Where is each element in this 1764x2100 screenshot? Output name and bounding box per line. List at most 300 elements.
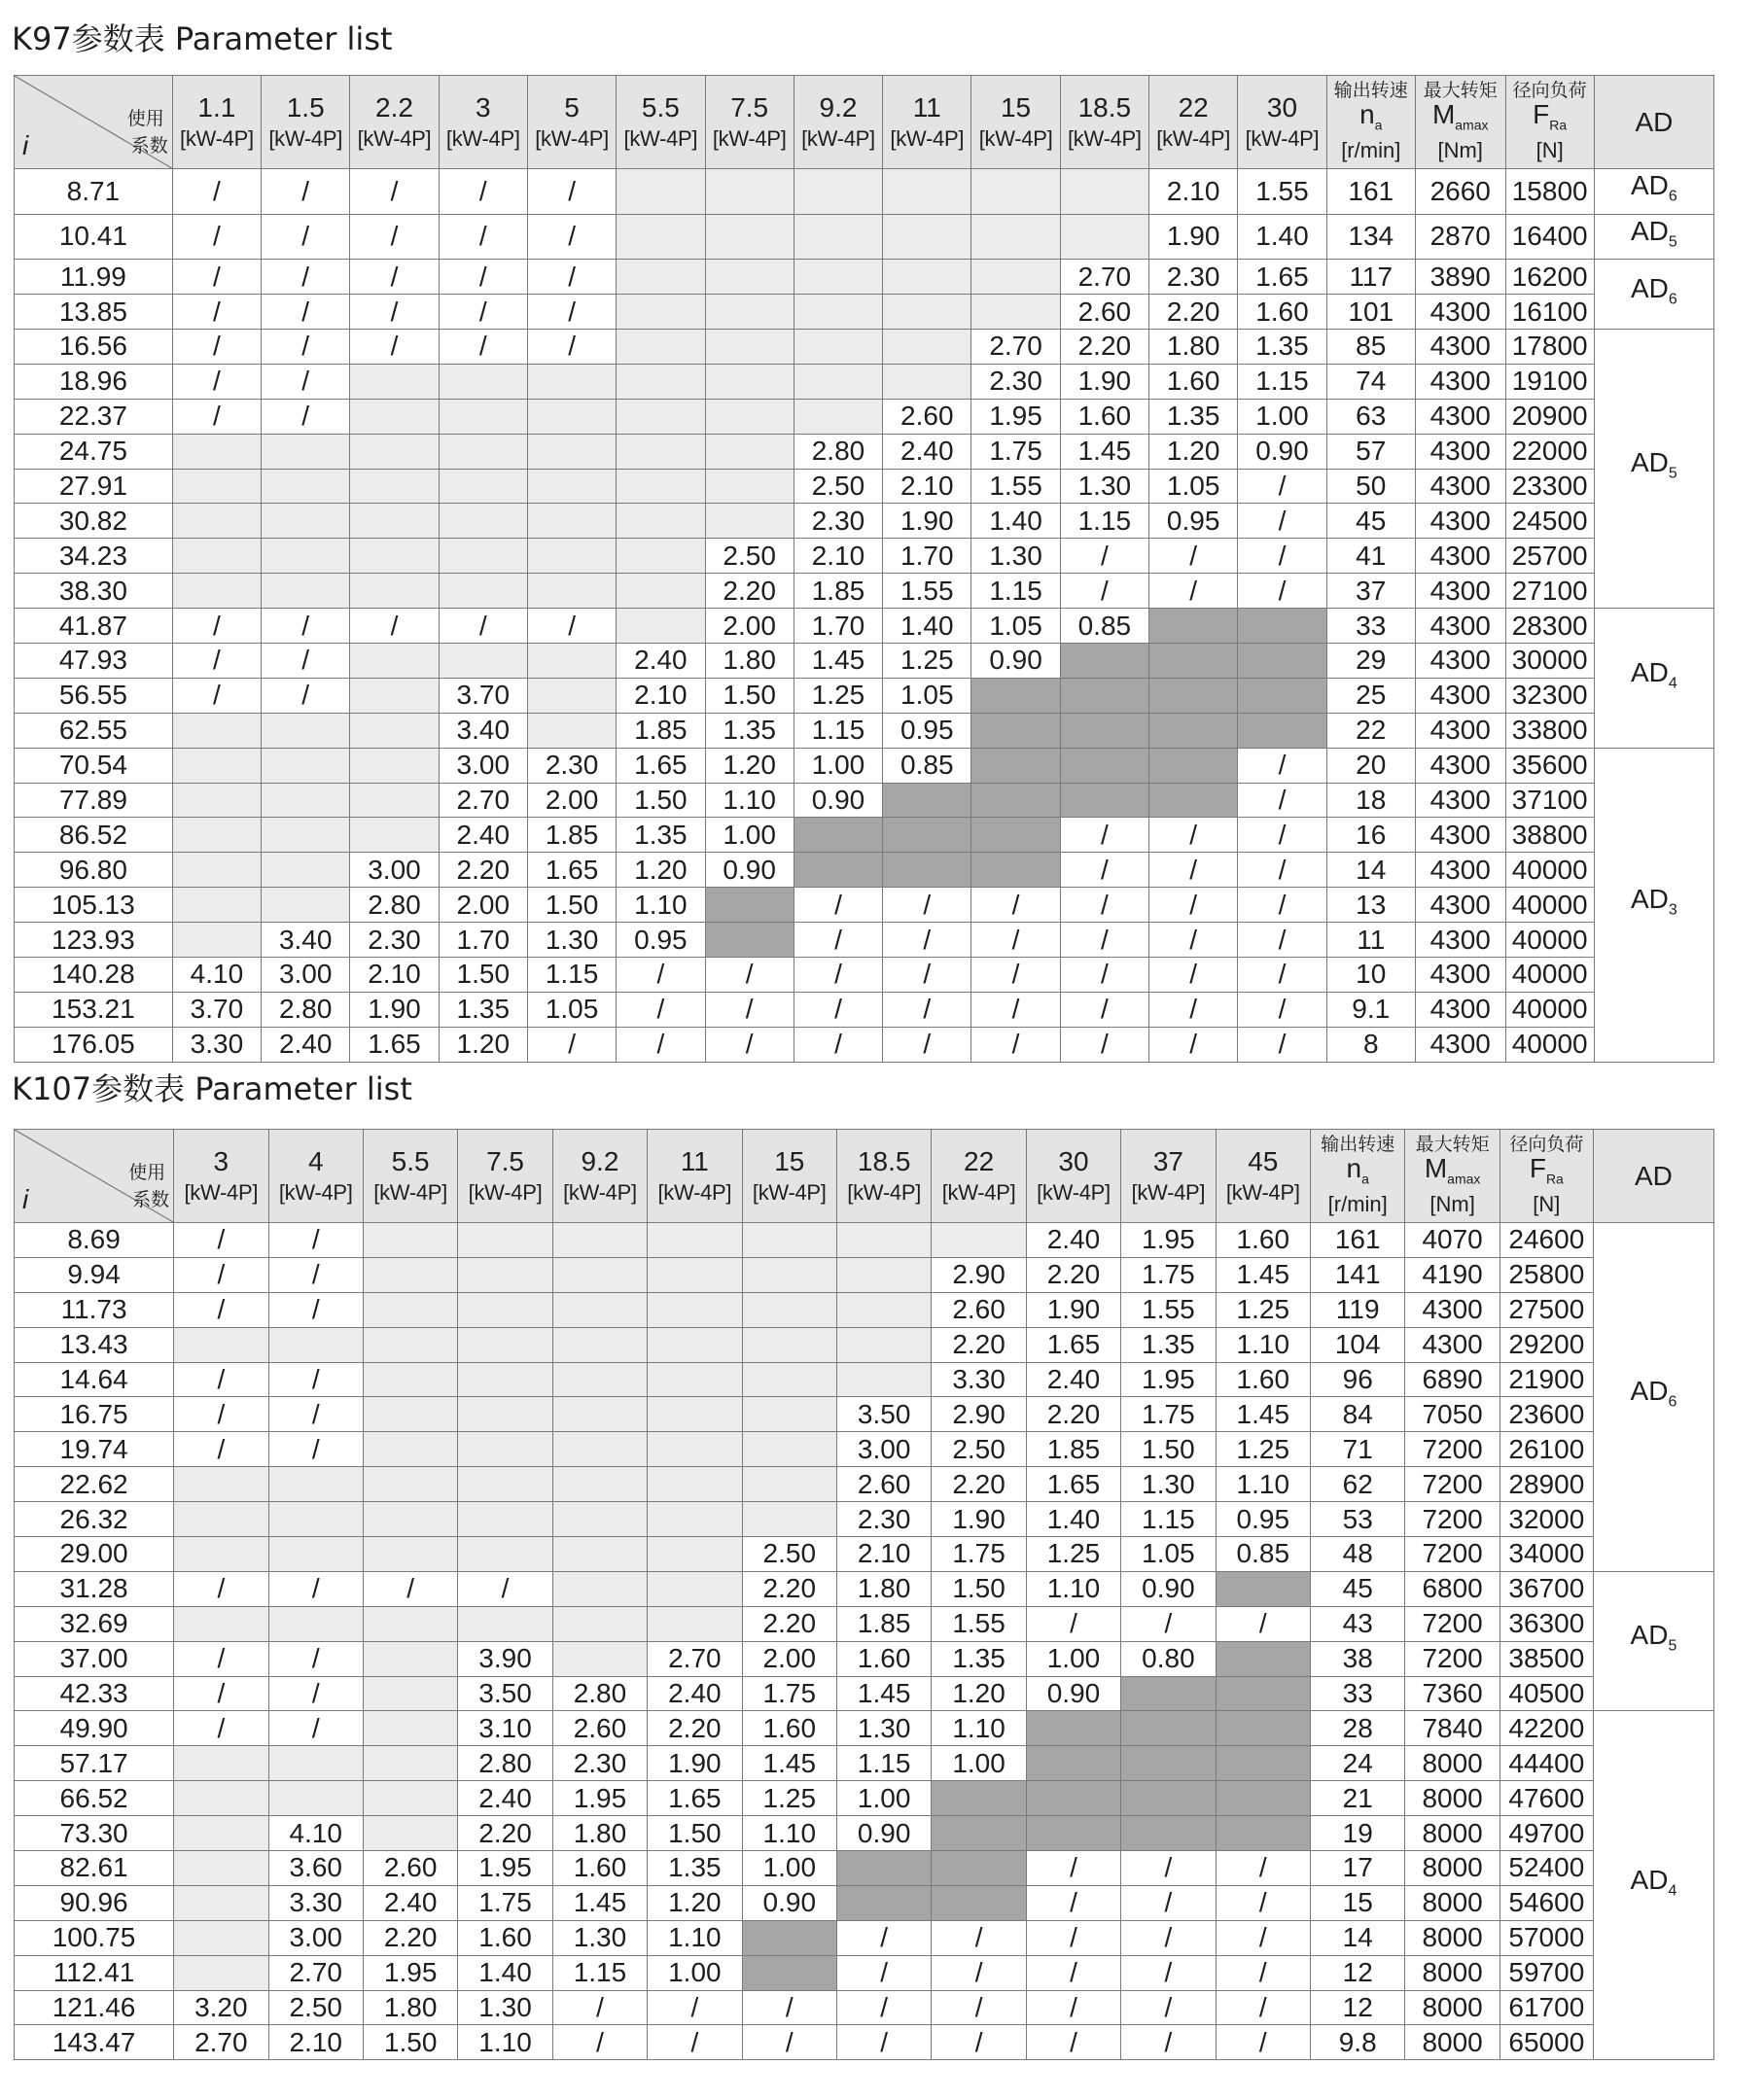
service-factor-cell: / xyxy=(172,399,261,434)
power-unit: [kW-4P] xyxy=(1245,125,1320,151)
table-row xyxy=(15,1571,1714,1606)
service-factor-cell: 1.00 xyxy=(932,1746,1026,1781)
service-factor-cell: / xyxy=(458,1571,552,1606)
empty-cell xyxy=(458,1327,552,1362)
service-factor-cell: 1.80 xyxy=(836,1571,931,1606)
max-torque-cell: 8000 xyxy=(1405,1990,1499,2025)
service-factor-cell: 0.85 xyxy=(883,748,971,783)
service-factor-cell: 1.45 xyxy=(1216,1257,1310,1292)
output-speed-cell: 20 xyxy=(1326,748,1415,783)
ratio-cell: 123.93 xyxy=(15,923,173,958)
service-factor-cell: / xyxy=(705,1027,794,1062)
service-factor-cell: 1.35 xyxy=(1121,1327,1216,1362)
service-factor-cell: / xyxy=(268,1711,363,1746)
empty-cell xyxy=(262,469,350,504)
unavailable-cell xyxy=(1149,783,1238,818)
output-speed-cell: 45 xyxy=(1311,1571,1405,1606)
empty-cell xyxy=(268,1467,363,1502)
empty-cell xyxy=(552,1362,647,1397)
ratio-cell: 41.87 xyxy=(15,609,173,644)
unavailable-cell xyxy=(971,853,1060,888)
service-factor-cell: / xyxy=(1216,1885,1310,1920)
power-value: 3 xyxy=(213,1145,229,1176)
max-torque-cell: 4190 xyxy=(1405,1257,1499,1292)
empty-cell xyxy=(836,1257,931,1292)
output-speed-cell: 134 xyxy=(1326,214,1415,260)
empty-cell xyxy=(648,1537,742,1572)
service-factor-cell: / xyxy=(527,169,616,215)
table-row xyxy=(15,1027,1714,1062)
service-factor-cell: 1.10 xyxy=(742,1816,836,1851)
service-factor-cell: 2.00 xyxy=(742,1641,836,1676)
max-torque-cell: 4300 xyxy=(1415,399,1505,434)
empty-cell xyxy=(705,364,794,399)
empty-cell xyxy=(883,260,971,295)
service-factor-cell: / xyxy=(527,214,616,260)
empty-cell xyxy=(705,469,794,504)
empty-cell xyxy=(552,1606,647,1641)
empty-cell xyxy=(836,1292,931,1327)
service-factor-cell: 0.90 xyxy=(1238,434,1326,469)
power-value: 9.2 xyxy=(819,91,858,122)
empty-cell xyxy=(262,818,350,853)
service-factor-cell: 1.90 xyxy=(1149,214,1238,260)
service-factor-cell: 3.70 xyxy=(172,992,261,1027)
service-factor-cell: 0.95 xyxy=(1149,504,1238,539)
service-factor-cell: 3.00 xyxy=(350,853,439,888)
service-factor-cell: / xyxy=(883,992,971,1027)
unavailable-cell xyxy=(883,853,971,888)
service-factor-cell: 3.90 xyxy=(458,1641,552,1676)
service-factor-cell: / xyxy=(1060,853,1148,888)
power-unit: [kW-4P] xyxy=(535,125,609,151)
service-factor-cell: / xyxy=(971,958,1060,993)
service-factor-cell: / xyxy=(1121,1851,1216,1886)
radial-load-header-symbol-letter: F xyxy=(1533,99,1550,130)
unavailable-cell xyxy=(1149,609,1238,644)
service-factor-cell: 1.35 xyxy=(617,818,705,853)
k107-parameter-table xyxy=(14,1129,1714,2060)
service-factor-cell: / xyxy=(363,1571,457,1606)
power-unit: [kW-4P] xyxy=(941,1179,1016,1205)
radial-load-cell: 38800 xyxy=(1505,818,1594,853)
radial-load-cell: 35600 xyxy=(1505,748,1594,783)
header-corner-cell xyxy=(15,1130,174,1223)
service-factor-cell: / xyxy=(971,1027,1060,1062)
service-factor-cell: 0.90 xyxy=(1121,1571,1216,1606)
radial-load-cell: 40000 xyxy=(1505,923,1594,958)
table-row xyxy=(15,1955,1714,1990)
service-factor-cell: / xyxy=(172,609,261,644)
empty-cell xyxy=(617,539,705,574)
max-torque-cell: 7050 xyxy=(1405,1397,1499,1432)
service-factor-cell: 2.80 xyxy=(552,1676,647,1711)
ad-group-cell xyxy=(1594,609,1713,749)
max-torque-cell: 4300 xyxy=(1415,539,1505,574)
radial-load-cell: 65000 xyxy=(1499,2025,1593,2060)
service-factor-cell: 0.90 xyxy=(1026,1676,1120,1711)
empty-cell xyxy=(458,1502,552,1537)
empty-cell xyxy=(742,1223,836,1258)
service-factor-cell: 1.10 xyxy=(1216,1467,1310,1502)
unavailable-cell xyxy=(742,1920,836,1955)
max-torque-header xyxy=(1415,76,1505,169)
output-speed-cell: 8 xyxy=(1326,1027,1415,1062)
radial-load-header-unit: [N] xyxy=(1535,137,1564,162)
service-factor-cell: / xyxy=(268,1397,363,1432)
radial-load-cell: 28900 xyxy=(1499,1467,1593,1502)
empty-cell xyxy=(705,260,794,295)
k97-table-body xyxy=(15,169,1714,1063)
max-torque-cell: 7200 xyxy=(1405,1641,1499,1676)
output-speed-cell: 17 xyxy=(1311,1851,1405,1886)
table-row xyxy=(15,1537,1714,1572)
output-speed-cell: 28 xyxy=(1311,1711,1405,1746)
output-speed-cell: 9.1 xyxy=(1326,992,1415,1027)
service-factor-cell: 1.20 xyxy=(648,1885,742,1920)
power-unit: [kW-4P] xyxy=(1131,1179,1206,1205)
empty-cell xyxy=(742,1327,836,1362)
service-factor-cell: / xyxy=(172,364,261,399)
empty-cell xyxy=(363,1432,457,1467)
output-speed-cell: 119 xyxy=(1311,1292,1405,1327)
empty-cell xyxy=(172,574,261,609)
ratio-cell: 29.00 xyxy=(15,1537,174,1572)
service-factor-cell: / xyxy=(1238,853,1326,888)
table-row xyxy=(15,783,1714,818)
radial-load-cell: 61700 xyxy=(1499,1990,1593,2025)
empty-cell xyxy=(174,1920,268,1955)
max-torque-cell: 4300 xyxy=(1415,643,1505,678)
max-torque-cell: 7200 xyxy=(1405,1432,1499,1467)
empty-cell xyxy=(439,504,527,539)
service-factor-cell: 2.30 xyxy=(836,1502,931,1537)
service-factor-cell: 0.90 xyxy=(794,783,882,818)
unavailable-cell xyxy=(1216,1571,1310,1606)
max-torque-cell: 8000 xyxy=(1405,1851,1499,1886)
k97-table-title: K97参数表 Parameter list xyxy=(12,20,393,57)
output-speed-cell: 104 xyxy=(1311,1327,1405,1362)
empty-cell xyxy=(552,1641,647,1676)
header-power-cell xyxy=(1060,76,1148,169)
radial-load-cell: 34000 xyxy=(1499,1537,1593,1572)
empty-cell xyxy=(363,1641,457,1676)
service-factor-cell: 1.65 xyxy=(350,1027,439,1062)
service-factor-cell: / xyxy=(836,1920,931,1955)
empty-cell xyxy=(458,1467,552,1502)
unavailable-cell xyxy=(1216,1746,1310,1781)
empty-cell xyxy=(262,434,350,469)
empty-cell xyxy=(1060,169,1148,215)
service-factor-cell: 2.20 xyxy=(1060,329,1148,364)
service-factor-cell: 2.40 xyxy=(617,643,705,678)
output-speed-cell: 48 xyxy=(1311,1537,1405,1572)
service-factor-cell: / xyxy=(350,609,439,644)
service-factor-cell: 1.10 xyxy=(648,1920,742,1955)
output-speed-cell: 29 xyxy=(1326,643,1415,678)
ad-group-subscript: 4 xyxy=(1668,675,1677,692)
output-speed-cell: 141 xyxy=(1311,1257,1405,1292)
service-factor-cell: / xyxy=(174,1257,268,1292)
ratio-cell: 47.93 xyxy=(15,643,173,678)
table-row xyxy=(15,1223,1714,1258)
output-speed-header-symbol-letter: n xyxy=(1359,99,1375,130)
service-factor-cell: / xyxy=(268,1257,363,1292)
output-speed-cell: 117 xyxy=(1326,260,1415,295)
service-factor-cell: / xyxy=(174,1711,268,1746)
service-factor-cell: 1.45 xyxy=(836,1676,931,1711)
max-torque-cell: 4300 xyxy=(1415,888,1505,923)
max-torque-cell: 4300 xyxy=(1415,364,1505,399)
ratio-cell: 153.21 xyxy=(15,992,173,1027)
ratio-cell: 42.33 xyxy=(15,1676,174,1711)
service-factor-cell: / xyxy=(1238,958,1326,993)
unavailable-cell xyxy=(1216,1781,1310,1816)
max-torque-cell: 4300 xyxy=(1415,713,1505,748)
service-factor-cell: / xyxy=(1060,888,1148,923)
table-row xyxy=(15,748,1714,783)
power-value: 5.5 xyxy=(391,1145,430,1176)
empty-cell xyxy=(705,399,794,434)
unavailable-cell xyxy=(932,1885,1026,1920)
output-speed-cell: 101 xyxy=(1326,295,1415,330)
empty-cell xyxy=(262,539,350,574)
ratio-cell: 73.30 xyxy=(15,1816,174,1851)
service-factor-cell: 1.80 xyxy=(1149,329,1238,364)
radial-load-header-symbol-subscript: Ra xyxy=(1549,117,1568,133)
corner-service-factor-line1: 使用 xyxy=(126,109,164,129)
power-unit: [kW-4P] xyxy=(1225,1179,1300,1205)
service-factor-cell: 1.45 xyxy=(1216,1397,1310,1432)
empty-cell xyxy=(350,469,439,504)
max-torque-header-unit: [Nm] xyxy=(1437,137,1483,162)
service-factor-cell: / xyxy=(174,1223,268,1258)
service-factor-cell: 1.30 xyxy=(552,1920,647,1955)
radial-load-cell: 17800 xyxy=(1505,329,1594,364)
service-factor-cell: 2.00 xyxy=(527,783,616,818)
radial-load-cell: 52400 xyxy=(1499,1851,1593,1886)
max-torque-cell: 8000 xyxy=(1405,1781,1499,1816)
service-factor-cell: 2.30 xyxy=(552,1746,647,1781)
service-factor-cell: 2.40 xyxy=(458,1781,552,1816)
max-torque-cell: 4300 xyxy=(1415,783,1505,818)
radial-load-cell: 23600 xyxy=(1499,1397,1593,1432)
service-factor-cell: 1.75 xyxy=(1121,1397,1216,1432)
radial-load-cell: 47600 xyxy=(1499,1781,1593,1816)
empty-cell xyxy=(174,1606,268,1641)
empty-cell xyxy=(742,1502,836,1537)
table-row xyxy=(15,169,1714,215)
service-factor-cell: / xyxy=(262,214,350,260)
service-factor-cell: 2.40 xyxy=(1026,1223,1120,1258)
service-factor-cell: / xyxy=(1121,1990,1216,2025)
service-factor-cell: 2.10 xyxy=(268,2025,363,2060)
service-factor-cell: / xyxy=(648,1990,742,2025)
radial-load-cell: 59700 xyxy=(1499,1955,1593,1990)
power-unit: [kW-4P] xyxy=(752,1179,827,1205)
service-factor-cell: 2.70 xyxy=(174,2025,268,2060)
unavailable-cell xyxy=(1216,1816,1310,1851)
empty-cell xyxy=(971,169,1060,215)
service-factor-cell: 1.20 xyxy=(705,748,794,783)
service-factor-cell: 2.40 xyxy=(363,1885,457,1920)
service-factor-cell: 3.50 xyxy=(836,1397,931,1432)
max-torque-cell: 4300 xyxy=(1415,958,1505,993)
empty-cell xyxy=(648,1432,742,1467)
ratio-cell: 77.89 xyxy=(15,783,173,818)
max-torque-header-symbol-letter: M xyxy=(1424,1153,1448,1184)
table-row xyxy=(15,364,1714,399)
empty-cell xyxy=(439,643,527,678)
table-row xyxy=(15,1327,1714,1362)
service-factor-cell: / xyxy=(1238,504,1326,539)
radial-load-cell: 30000 xyxy=(1505,643,1594,678)
output-speed-cell: 16 xyxy=(1326,818,1415,853)
output-speed-cell: 63 xyxy=(1326,399,1415,434)
service-factor-cell: / xyxy=(552,2025,647,2060)
empty-cell xyxy=(174,1955,268,1990)
service-factor-cell: 1.35 xyxy=(1149,399,1238,434)
service-factor-cell: / xyxy=(794,888,882,923)
service-factor-cell: 2.20 xyxy=(1026,1397,1120,1432)
ad-header: AD xyxy=(1594,76,1713,169)
output-speed-cell: 161 xyxy=(1326,169,1415,215)
empty-cell xyxy=(552,1292,647,1327)
header-power-cell xyxy=(836,1130,931,1223)
service-factor-cell: / xyxy=(174,1397,268,1432)
service-factor-cell: 0.90 xyxy=(836,1816,931,1851)
empty-cell xyxy=(363,1467,457,1502)
service-factor-cell: 3.00 xyxy=(268,1920,363,1955)
service-factor-cell: 1.30 xyxy=(836,1711,931,1746)
output-speed-cell: 24 xyxy=(1311,1746,1405,1781)
max-torque-cell: 4300 xyxy=(1405,1327,1499,1362)
max-torque-cell: 6800 xyxy=(1405,1571,1499,1606)
service-factor-cell: 2.70 xyxy=(268,1955,363,1990)
header-power-cell xyxy=(794,76,882,169)
header-power-cell xyxy=(268,1130,363,1223)
unavailable-cell xyxy=(1060,643,1148,678)
empty-cell xyxy=(350,399,439,434)
table-row xyxy=(15,853,1714,888)
empty-cell xyxy=(648,1292,742,1327)
service-factor-cell: 0.80 xyxy=(1121,1641,1216,1676)
empty-cell xyxy=(617,214,705,260)
radial-load-cell: 44400 xyxy=(1499,1746,1593,1781)
service-factor-cell: 1.10 xyxy=(1026,1571,1120,1606)
service-factor-cell: / xyxy=(172,643,261,678)
output-speed-header xyxy=(1311,1130,1405,1223)
ad-group-subscript: 5 xyxy=(1668,233,1677,251)
service-factor-cell: / xyxy=(1149,853,1238,888)
ratio-cell: 13.43 xyxy=(15,1327,174,1362)
empty-cell xyxy=(617,434,705,469)
empty-cell xyxy=(350,643,439,678)
empty-cell xyxy=(552,1432,647,1467)
empty-cell xyxy=(527,539,616,574)
service-factor-cell: 1.90 xyxy=(648,1746,742,1781)
service-factor-cell: 0.90 xyxy=(705,853,794,888)
service-factor-cell: / xyxy=(174,1292,268,1327)
service-factor-cell: / xyxy=(1238,1027,1326,1062)
service-factor-cell: / xyxy=(1060,818,1148,853)
power-unit: [kW-4P] xyxy=(712,125,787,151)
table-row xyxy=(15,1641,1714,1676)
header-power-cell xyxy=(262,76,350,169)
service-factor-cell: 2.60 xyxy=(932,1292,1026,1327)
power-unit: [kW-4P] xyxy=(373,1179,447,1205)
header-power-cell xyxy=(617,76,705,169)
unavailable-cell xyxy=(1121,1746,1216,1781)
table-row xyxy=(15,1432,1714,1467)
service-factor-cell: / xyxy=(1238,574,1326,609)
service-factor-cell: 1.65 xyxy=(617,748,705,783)
service-factor-cell: 1.00 xyxy=(648,1955,742,1990)
radial-load-header-symbol-letter: F xyxy=(1529,1153,1546,1184)
empty-cell xyxy=(617,260,705,295)
service-factor-cell: 1.55 xyxy=(932,1606,1026,1641)
service-factor-cell: / xyxy=(350,329,439,364)
service-factor-cell: 1.65 xyxy=(648,1781,742,1816)
service-factor-cell: 1.80 xyxy=(363,1990,457,2025)
empty-cell xyxy=(648,1223,742,1258)
service-factor-cell: 1.15 xyxy=(1121,1502,1216,1537)
unavailable-cell xyxy=(971,713,1060,748)
service-factor-cell: 1.05 xyxy=(1149,469,1238,504)
service-factor-cell: 1.40 xyxy=(883,609,971,644)
ratio-cell: 14.64 xyxy=(15,1362,174,1397)
power-value: 5.5 xyxy=(641,91,680,122)
ratio-cell: 105.13 xyxy=(15,888,173,923)
output-speed-cell: 45 xyxy=(1326,504,1415,539)
service-factor-cell: / xyxy=(262,399,350,434)
power-unit: [kW-4P] xyxy=(801,125,875,151)
service-factor-cell: / xyxy=(1149,888,1238,923)
service-factor-cell: / xyxy=(527,1027,616,1062)
table-row xyxy=(15,609,1714,644)
table-row xyxy=(15,329,1714,364)
service-factor-cell: / xyxy=(1238,923,1326,958)
ratio-cell: 11.99 xyxy=(15,260,173,295)
service-factor-cell: / xyxy=(883,1027,971,1062)
header-power-cell xyxy=(971,76,1060,169)
empty-cell xyxy=(350,678,439,713)
max-torque-cell: 6890 xyxy=(1405,1362,1499,1397)
output-speed-cell: 84 xyxy=(1311,1397,1405,1432)
service-factor-cell: 1.60 xyxy=(1238,295,1326,330)
power-value: 30 xyxy=(1058,1145,1089,1176)
radial-load-cell: 57000 xyxy=(1499,1920,1593,1955)
service-factor-cell: / xyxy=(1060,1027,1148,1062)
ad-group-label: AD xyxy=(1630,1376,1669,1407)
service-factor-cell: 1.20 xyxy=(617,853,705,888)
power-value: 1.1 xyxy=(197,91,236,122)
service-factor-cell: 2.30 xyxy=(527,748,616,783)
service-factor-cell: / xyxy=(1216,1851,1310,1886)
radial-load-cell: 33800 xyxy=(1505,713,1594,748)
max-torque-cell: 4300 xyxy=(1415,504,1505,539)
output-speed-cell: 33 xyxy=(1311,1676,1405,1711)
power-unit: [kW-4P] xyxy=(657,1179,732,1205)
radial-load-cell: 15800 xyxy=(1505,169,1594,215)
service-factor-cell: 1.95 xyxy=(363,1955,457,1990)
empty-cell xyxy=(439,364,527,399)
service-factor-cell: 1.60 xyxy=(1060,399,1148,434)
power-value: 7.5 xyxy=(486,1145,525,1176)
ratio-cell: 10.41 xyxy=(15,214,173,260)
service-factor-cell: / xyxy=(1149,1027,1238,1062)
output-speed-header xyxy=(1326,76,1415,169)
